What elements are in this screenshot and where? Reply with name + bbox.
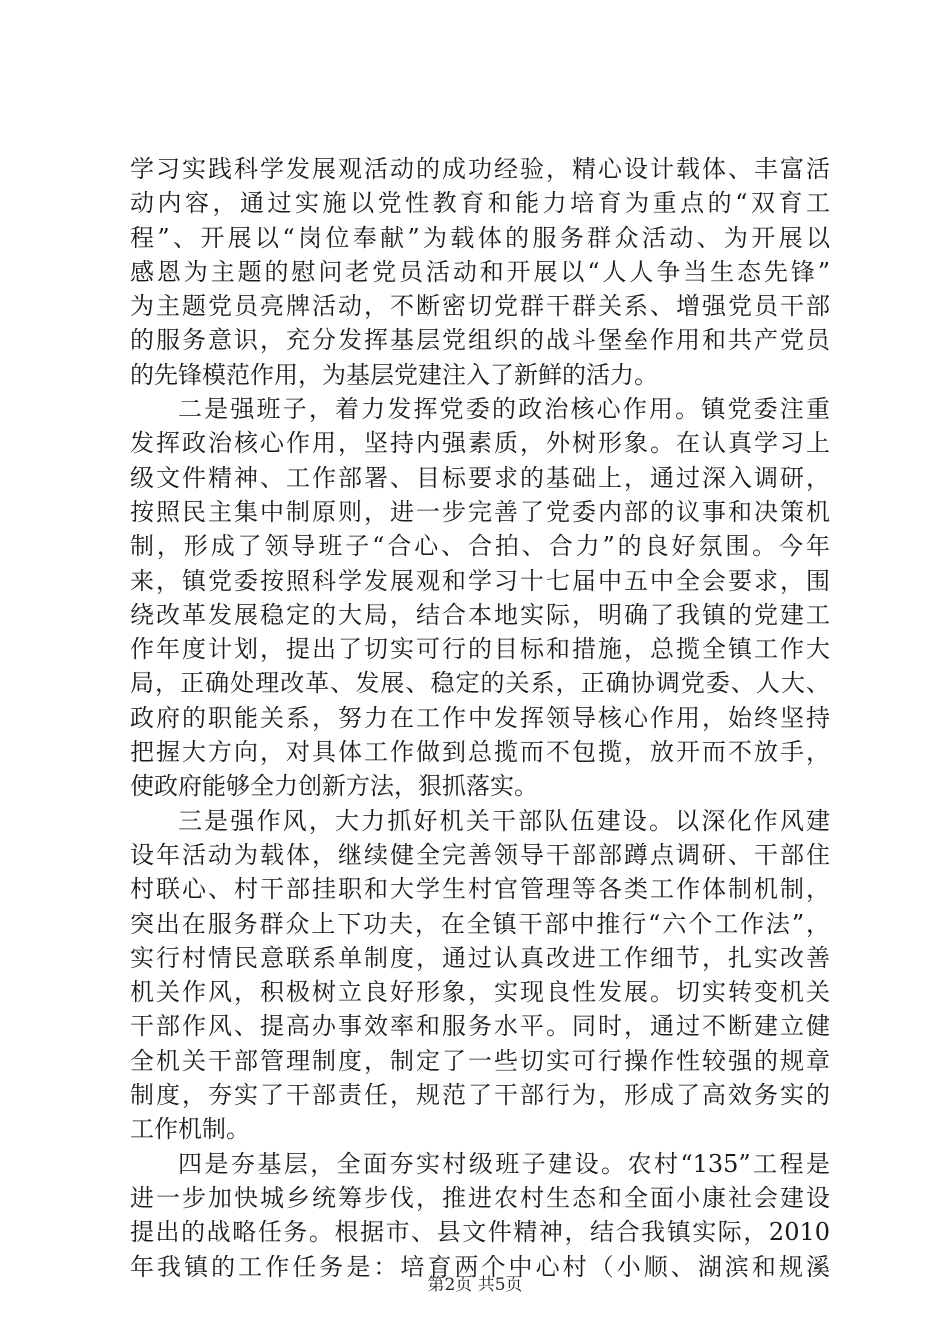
text-line: 提出的战略任务。根据市、县文件精神，结合我镇实际，2010	[130, 1218, 830, 1247]
text-line: 按照民主集中制原则，进一步完善了党委内部的议事和决策机	[130, 497, 830, 526]
text-line: 感恩为主题的慰问老党员活动和开展以“人人争当生态先锋”	[130, 257, 830, 286]
text-line: 局，正确处理改革、发展、稳定的关系，正确协调党委、人大、	[130, 669, 830, 698]
text-line: 机关作风，积极树立良好形象，实现良性发展。切实转变机关	[130, 978, 830, 1007]
text-line: 的服务意识，充分发挥基层党组织的战斗堡垒作用和共产党员	[130, 326, 830, 355]
text-line: 学习实践科学发展观活动的成功经验，精心设计载体、丰富活	[130, 155, 830, 183]
paragraph	[130, 804, 830, 1147]
text-line: 政府的职能关系，努力在工作中发挥领导核心作用，始终坚持	[130, 703, 830, 732]
text-line: 程”、开展以“岗位奉献”为载体的服务群众活动、为开展以	[130, 223, 830, 252]
text-line: 为主题党员亮牌活动，不断密切党群干群关系、增强党员干部	[130, 292, 830, 321]
text-line: 工作机制。	[130, 1115, 250, 1144]
paragraph	[130, 152, 830, 392]
text-line: 使政府能够全力创新方法，狠抓落实。	[130, 772, 538, 801]
text-line: 来，镇党委按照科学发展观和学习十七届中五中全会要求，围	[130, 566, 830, 595]
text-line: 四是夯基层，全面夯实村级班子建设。农村“135”工程是	[178, 1149, 830, 1178]
text-line: 制，形成了领导班子“合心、合拍、合力”的良好氛围。今年	[130, 532, 830, 561]
text-line: 作年度计划，提出了切实可行的目标和措施，总揽全镇工作大	[130, 635, 830, 664]
text-line: 突出在服务群众上下功夫，在全镇干部中推行“六个工作法”，	[130, 909, 830, 938]
text-line: 动内容，通过实施以党性教育和能力培育为重点的“双育工	[130, 189, 830, 218]
text-line: 设年活动为载体，继续健全完善领导干部部蹲点调研、干部住	[130, 840, 830, 869]
text-line: 二是强班子，着力发挥党委的政治核心作用。镇党委注重	[178, 395, 830, 424]
text-line: 进一步加快城乡统筹步伐，推进农村生态和全面小康社会建设	[130, 1183, 830, 1212]
text-line: 干部作风、提高办事效率和服务水平。同时，通过不断建立健	[130, 1012, 830, 1041]
page-footer: 第2页 共5页	[427, 1275, 523, 1295]
paragraph	[130, 1147, 830, 1284]
text-line: 实行村情民意联系单制度，通过认真改进工作细节，扎实改善	[130, 943, 830, 972]
text-line: 三是强作风，大力抓好机关干部队伍建设。以深化作风建	[178, 806, 830, 835]
text-line: 把握大方向，对具体工作做到总揽而不包揽，放开而不放手，	[130, 738, 830, 767]
paragraph	[130, 392, 830, 804]
text-line: 的先锋模范作用，为基层党建注入了新鲜的活力。	[130, 360, 658, 389]
text-line: 村联心、村干部挂职和大学生村官管理等各类工作体制机制，	[130, 875, 830, 904]
text-line: 年我镇的工作任务是：培育两个中心村（小顺、湖滨和规溪	[130, 1252, 830, 1281]
body-text	[130, 152, 830, 1284]
text-line: 级文件精神、工作部署、目标要求的基础上，通过深入调研，	[130, 463, 830, 492]
text-line: 发挥政治核心作用，坚持内强素质，外树形象。在认真学习上	[130, 429, 830, 458]
text-line: 制度，夯实了干部责任，规范了干部行为，形成了高效务实的	[130, 1081, 830, 1110]
text-line: 绕改革发展稳定的大局，结合本地实际，明确了我镇的党建工	[130, 600, 830, 629]
text-line: 全机关干部管理制度，制定了一些切实可行操作性较强的规章	[130, 1046, 830, 1075]
